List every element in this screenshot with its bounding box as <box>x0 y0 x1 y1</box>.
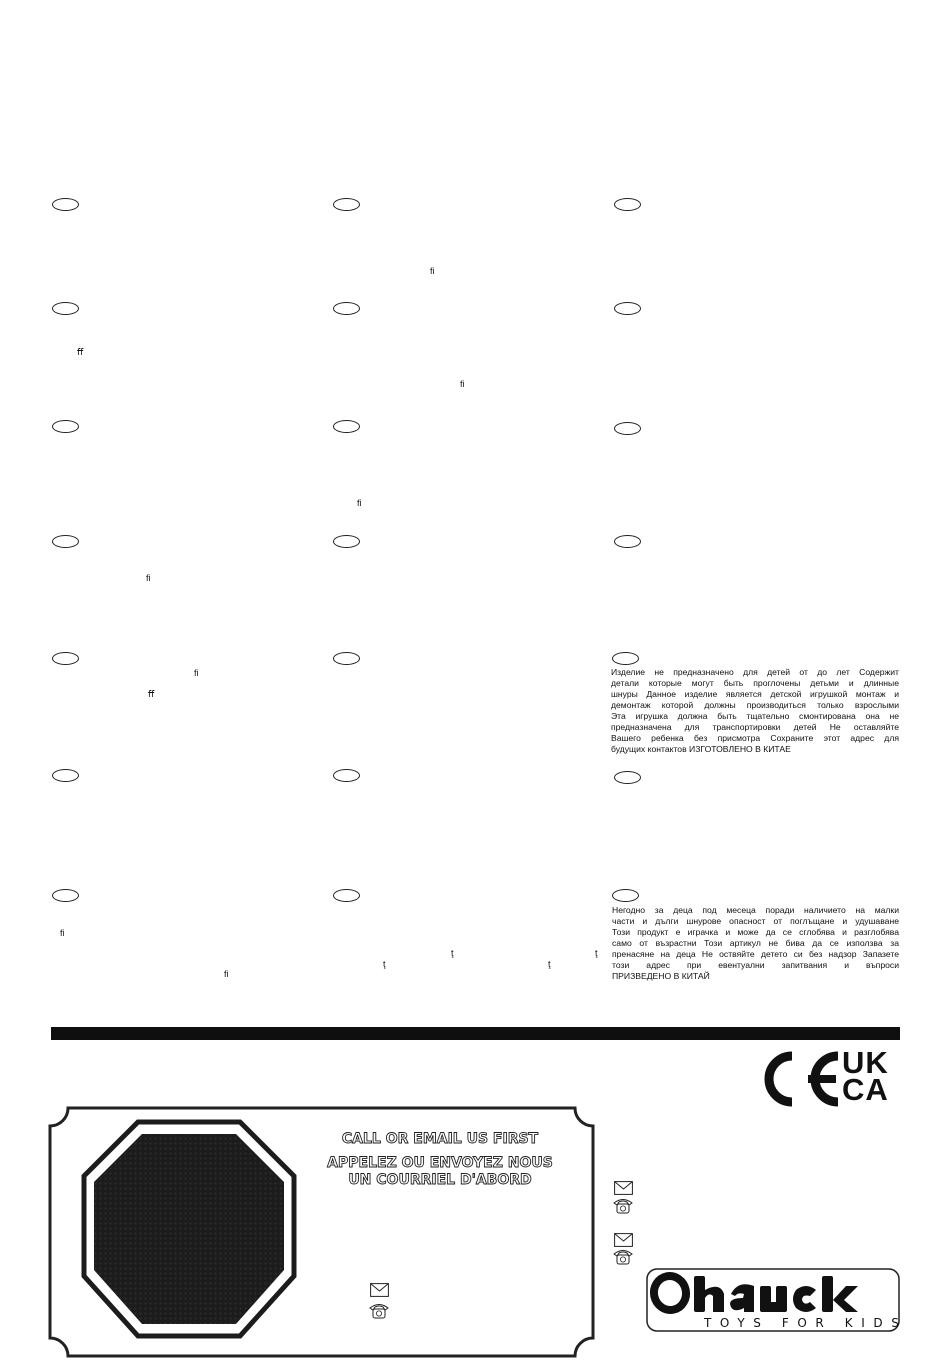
ligature-glyph: ﬀ <box>148 689 155 699</box>
language-badge <box>614 198 641 211</box>
bulgarian-warning-text <box>612 905 899 982</box>
language-badge <box>612 652 639 665</box>
language-badge <box>333 652 360 665</box>
ligature-glyph: ﬁ <box>430 266 435 276</box>
language-badge <box>614 422 641 435</box>
ligature-glyph: ﬁ <box>357 498 362 508</box>
language-badge <box>333 420 360 433</box>
ukca-mark <box>842 1045 889 1107</box>
callout-line: APPELEZ OU ENVOYEZ NOUS <box>327 1155 553 1171</box>
ligature-glyph: ţ <box>595 948 598 958</box>
language-badge <box>52 769 79 782</box>
text-line: детали которые могут быть проглочены детьми и длинные <box>611 678 899 688</box>
language-badge <box>52 420 79 433</box>
ligature-glyph: ﬁ <box>194 668 199 678</box>
text-line: Този продукт е играчка и може да се сглобява и разглобява <box>612 927 899 937</box>
language-badge <box>333 889 360 902</box>
callout-line <box>300 1155 580 1189</box>
text-line: Изделие не предназначено для детей от до лет Содержит <box>611 667 899 677</box>
language-badge <box>333 302 360 315</box>
section-divider <box>51 1027 900 1040</box>
language-badge <box>52 652 79 665</box>
language-badge <box>333 535 360 548</box>
language-badge <box>333 769 360 782</box>
text-line: предназначена для транспортировки детей Не оставляйте <box>611 722 899 732</box>
text-line: този адрес при евентуални запитвания и въпроси <box>612 960 899 970</box>
ukca-line: CA <box>842 1072 889 1107</box>
envelope-icon <box>614 1181 633 1195</box>
language-badge <box>333 198 360 211</box>
text-line: само от възрастни Този артикул не бива да се използва за <box>612 938 899 948</box>
text-line: Эта игрушка должна быть тщательно смонтирована она не <box>611 711 899 721</box>
envelope-icon <box>614 1233 633 1247</box>
phone-icon <box>612 1248 634 1266</box>
language-badge <box>614 535 641 548</box>
phone-icon <box>612 1197 634 1215</box>
text-line: Вашего ребенка без присмотра Сохраните этот адрес для <box>611 733 899 743</box>
text-line: Негодно за деца под месеца поради наличието на малки <box>612 905 899 915</box>
text-line: пренасяне на деца Не оствяйте детето си без надзор Запазете <box>612 949 899 959</box>
ligature-glyph: ţ <box>383 959 386 969</box>
language-badge <box>614 771 641 784</box>
text-line: демонтаж которой должны производиться только взрослыми <box>611 700 899 710</box>
text-line: ПРИЗВЕДЕНО В КИТАЙ <box>612 971 710 981</box>
language-badge <box>52 535 79 548</box>
text-line: части и дълги шнурове опасност от поглъщане и удушаване <box>612 916 899 926</box>
brand-tagline: TOYS FOR KIDS <box>704 1316 908 1330</box>
ligature-glyph: ﬀ <box>77 347 84 357</box>
ligature-glyph: ﬁ <box>224 969 229 979</box>
ligature-glyph: ţ <box>548 959 551 969</box>
ligature-glyph: ﬁ <box>146 573 151 583</box>
ligature-glyph: ﬁ <box>60 928 65 938</box>
ligature-glyph: ţ <box>451 948 454 958</box>
language-badge <box>52 198 79 211</box>
ligature-glyph: ﬁ <box>460 379 465 389</box>
phone-icon <box>368 1302 390 1320</box>
russian-warning-text <box>611 667 899 755</box>
envelope-icon <box>370 1283 389 1297</box>
language-badge <box>52 889 79 902</box>
language-badge <box>614 302 641 315</box>
text-line: будущих контактов ИЗГОТОВЛЕНО В КИТАЕ <box>611 744 791 754</box>
text-line: шнуры Данное изделие является детской игрушкой монтаж и <box>611 689 899 699</box>
ukca-line: UK <box>842 1045 889 1080</box>
callout-line: UN COURRIEL D'ABORD <box>348 1172 532 1188</box>
callout-line: CALL OR EMAIL US FIRST <box>341 1131 539 1147</box>
language-badge <box>612 889 639 902</box>
language-badge <box>52 302 79 315</box>
